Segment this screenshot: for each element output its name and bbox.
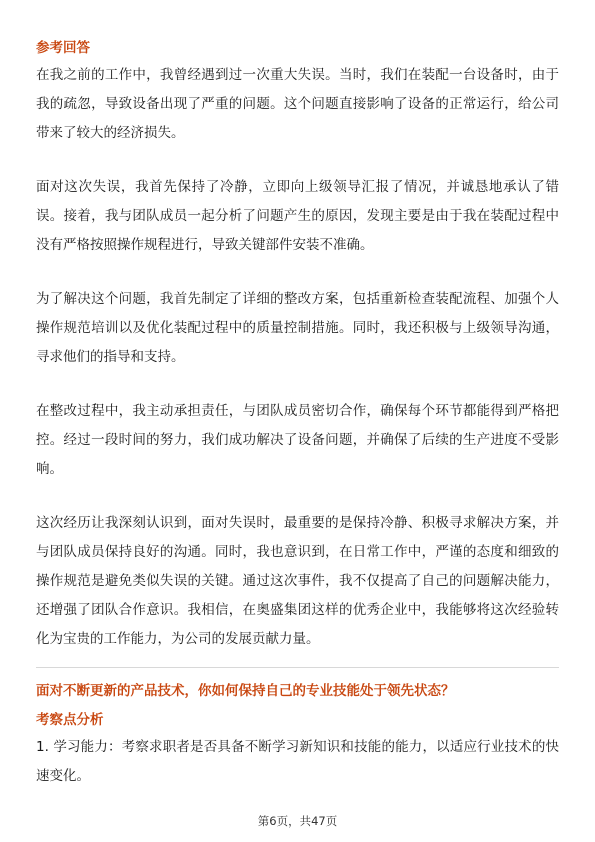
analysis-item-1: 1. 学习能力：考察求职者是否具备不断学习新知识和技能的能力，以适应行业技术的快速变化。 — [36, 739, 559, 784]
section-divider — [36, 667, 559, 668]
answer-paragraph-4: 在整改过程中，我主动承担责任，与团队成员密切合作，确保每个环节都能得到严格把控。经过一段时间的努力，我们成功解决了设备问题，并确保了后续的生产进度不受影响。 — [36, 403, 559, 477]
answer-paragraph-5: 这次经历让我深刻认识到，面对失误时，最重要的是保持冷静、积极寻求解决方案，并与团队成员保持良好的沟通。同时，我也意识到，在日常工作中，严谨的态度和细致的操作规范是避免类似失误的关键。通过这次事件，我不仅提高了自己的问题解决能力，还增强了团队合作意识。我相信，在奥盛集团这样的优秀企业中，我能够将这次经验转化为宝贵的工作能力，为公司的发展贡献力量。 — [36, 515, 559, 647]
answer-heading: 参考回答 — [36, 40, 90, 56]
answer-paragraph-3: 为了解决这个问题，我首先制定了详细的整改方案，包括重新检查装配流程、加强个人操作规范培训以及优化装配过程中的质量控制措施。同时，我还积极与上级领导沟通，寻求他们的指导和支持。 — [36, 291, 559, 365]
analysis-heading: 考察点分析 — [36, 712, 104, 728]
page-number-footer: 第6页，共47页 — [257, 814, 338, 828]
question-heading: 面对不断更新的产品技术，你如何保持自己的专业技能处于领先状态？ — [36, 683, 455, 699]
answer-paragraph-2: 面对这次失误，我首先保持了冷静，立即向上级领导汇报了情况，并诚恳地承认了错误。接着，我与团队成员一起分析了问题产生的原因，发现主要是由于我在装配过程中没有严格按照操作规程进行，导致关键部件安装不准确。 — [36, 179, 559, 253]
answer-paragraph-1: 在我之前的工作中，我曾经遇到过一次重大失误。当时，我们在装配一台设备时，由于我的疏忽，导致设备出现了严重的问题。这个问题直接影响了设备的正常运行，给公司带来了较大的经济损失。 — [36, 67, 559, 141]
